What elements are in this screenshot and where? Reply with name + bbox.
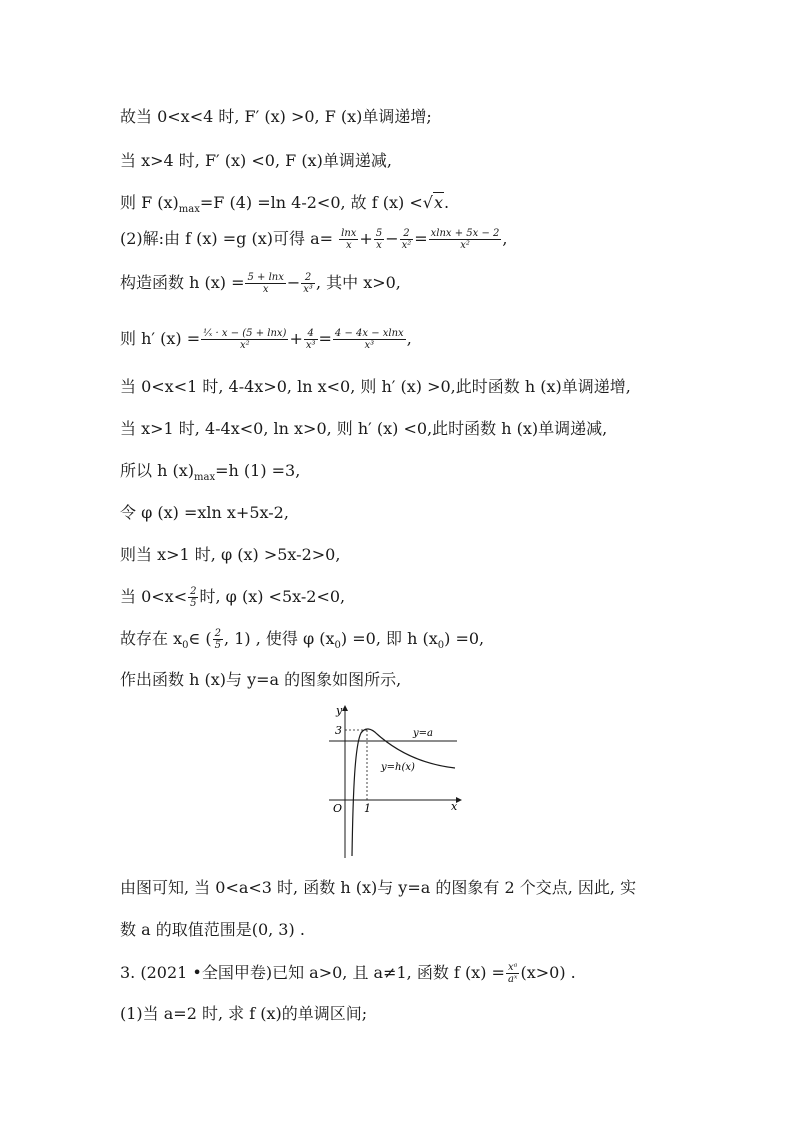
subscript: 0 [437, 640, 445, 651]
text-line: 则 h′ (x) = $\frac{\text{¹⁄ₓ · x − (5 + lnx)}}{\text{x²}}$ + $\frac{4}{\text{x³}}$ = $\frac{4 - 4x - xlnx}{\text{x³}}$ , [120, 328, 412, 351]
curve-label: y=h(x) [381, 762, 415, 773]
fraction: $\frac{\text{xᵃ}}{\text{aˣ}}$ [507, 962, 518, 985]
text-line: 令 φ (x) =xln x+5x-2, [120, 503, 289, 522]
text: ∈ ( [188, 629, 212, 648]
text: 则 h′ (x) = [120, 329, 201, 348]
fraction: $\frac{2}{5}$ [190, 586, 197, 609]
tick-label-x: 1 [364, 802, 371, 815]
fraction: $\frac{5 + \ln x}{x}$ [247, 272, 284, 295]
text: 当 0<x< [120, 587, 188, 606]
fraction: $\frac{2}{\text{x³}}$ [303, 272, 313, 295]
fraction: $\frac{5}{x}$ [375, 228, 383, 251]
text: ) =0, 即 h (x [340, 629, 438, 648]
curve-h-x [352, 729, 455, 856]
text-line: (1)当 a=2 时, 求 f (x)的单调区间; [120, 1004, 368, 1023]
text-line: 故当 0<x<4 时, F′ (x) >0, F (x)单调递增; [120, 107, 432, 126]
function-graph [325, 700, 465, 860]
text-line: 当 x>1 时, 4-4x<0, ln x>0, 则 h′ (x) <0,此时函数 h (x)单调递减, [120, 419, 608, 438]
fraction: $\frac{4 - 4x - xlnx}{\text{x³}}$ [334, 328, 404, 351]
text-line: 则当 x>1 时, φ (x) >5x-2>0, [120, 545, 341, 564]
text-line [120, 628, 484, 656]
fraction: $\frac{\text{¹⁄ₓ · x − (5 + lnx)}}{\text{x²}}$ [203, 328, 287, 351]
tick-label-y: 3 [335, 724, 342, 737]
text-line [120, 461, 300, 488]
text: ) =0, [444, 629, 485, 648]
subscript: 0 [334, 640, 341, 651]
text-line: 当 0<x<1 时, 4-4x>0, ln x<0, 则 h′ (x) >0,此时函数 h (x)单调递增, [120, 377, 631, 396]
text: , 其中 x>0, [315, 273, 401, 292]
line-label: y=a [413, 728, 433, 739]
text-line: 当 x>4 时, F′ (x) <0, F (x)单调递减, [120, 151, 392, 170]
text-line: 构造函数 h (x) = $\frac{5 + \ln x}{x}$ − $\frac{2}{\text{x³}}$ , 其中 x>0, [120, 272, 401, 295]
x-axis-label: x [451, 800, 458, 813]
sqrt-content: x [433, 193, 444, 212]
y-axis-label: y [336, 704, 343, 717]
fraction: $\frac{2}{\text{x²}}$ [401, 228, 412, 251]
text: =F (4) =ln 4-2<0, 故 f (x) < [199, 193, 423, 212]
text: , 1) , 使得 φ (x [224, 629, 335, 648]
text-line: 则 F $(x)_{max}=F$ (4) =ln 4-2<0, 故 f (x) <√x. [120, 193, 450, 215]
fraction: $\frac{xlnx + 5x - 2}{\text{x²}}$ [430, 228, 500, 251]
text-line: (2)解:由 f (x) =g (x)可得 a= $\frac{\ln x}{x}$ + $\frac{5}{x}$ − $\frac{2}{\text{x²}}$ = $\frac{xlnx + 5x - 2}{\text{x²}}$ , [120, 228, 508, 251]
text: 所以 h (x) [120, 461, 194, 480]
subscript: max [194, 472, 216, 483]
text: (x>0) . [520, 963, 576, 982]
text-line [120, 962, 576, 985]
subscript: 0 [182, 640, 189, 651]
subscript: max [178, 204, 200, 215]
text-line: 数 a 的取值范围是(0, 3) . [120, 920, 305, 939]
text-line [120, 586, 345, 609]
text: 则 F (x) [120, 193, 179, 212]
text: 构造函数 h (x) = [120, 273, 245, 292]
fraction: $\frac{4}{\text{x³}}$ [305, 328, 316, 351]
text: 3. (2021 •全国甲卷)已知 a>0, 且 a≠1, 函数 f (x) = [120, 963, 505, 982]
fraction: $\frac{\ln x}{x}$ [341, 228, 357, 251]
text-line: 由图可知, 当 0<a<3 时, 函数 h (x)与 y=a 的图象有 2 个交点, 因此, 实 [120, 878, 637, 897]
origin-label: O [333, 802, 343, 815]
text-line: 作出函数 h (x)与 y=a 的图象如图所示, [120, 670, 402, 689]
text: 故存在 x [120, 629, 183, 648]
text: (2)解:由 f (x) =g (x)可得 a= [120, 229, 334, 248]
text: =h (1) =3, [215, 461, 301, 480]
fraction: $\frac{2}{5}$ [214, 628, 222, 651]
text: . [444, 193, 450, 212]
text: 时, φ (x) <5x-2<0, [199, 587, 346, 606]
